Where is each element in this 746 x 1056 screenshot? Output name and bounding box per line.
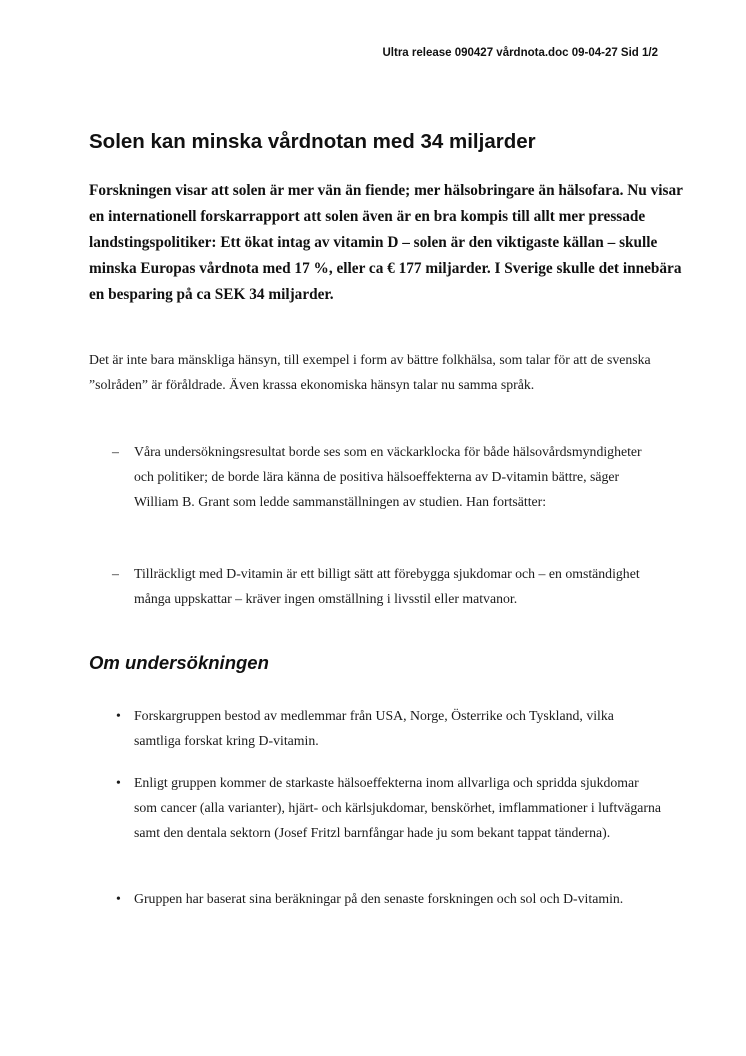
quote-item <box>112 439 664 514</box>
page-title: Solen kan minska vårdnotan med 34 miljarder <box>89 130 536 153</box>
list-item-text: Forskargruppen bestod av medlemmar från USA, Norge, Österrike och Tyskland, vilka samtliga forskat kring D-vitamin. <box>134 708 614 748</box>
list-item-text: Enligt gruppen kommer de starkaste hälsoeffekterna inom allvarliga och spridda sjukdomar som cancer (alla varianter), hjärt- och kärlsjukdomar, benskörhet, imflammationer i luftvägarna samt den dentala sektorn (Josef Fritzl barnfångar hade ju som bekant tappat tänderna). <box>134 775 661 840</box>
section-heading: Om undersökningen <box>89 652 269 673</box>
list-item <box>116 703 664 753</box>
bullet-icon: • <box>116 775 121 790</box>
bullet-icon: • <box>116 891 121 906</box>
list-item-text: Gruppen har baserat sina beräkningar på den senaste forskningen och sol och D-vitamin. <box>134 891 624 906</box>
list-item <box>116 886 664 911</box>
dash-marker: – <box>112 566 119 581</box>
quote-text: Tillräckligt med D-vitamin är ett billigt sätt att förebygga sjukdomar och – en omständighet många uppskattar – kräver ingen omställning i livsstil eller matvanor. <box>134 566 640 606</box>
quote-item <box>112 561 664 611</box>
document-header: Ultra release 090427 vårdnota.doc 09-04-27 Sid 1/2 <box>382 47 658 59</box>
lead-paragraph: Forskningen visar att solen är mer vän än fiende; mer hälsobringare än hälsofara. Nu visar en internationell forskarrapport att solen även är en bra kompis till allt mer pressade landstingspolitiker: Ett ökat intag av vitamin D – solen är den viktigaste källan – skulle minska Europas vårdnota med 17 %, eller ca € 177 miljarder. I Sverige skulle det innebära en besparing på ca SEK 34 miljarder. <box>89 182 683 303</box>
dash-marker: – <box>112 444 119 459</box>
bullet-icon: • <box>116 708 121 723</box>
quote-text: Våra undersökningsresultat borde ses som en väckarklocka för både hälsovårdsmyndigheter och politiker; de borde lära känna de positiva hälsoeffekterna av D-vitamin bättre, säger William B. Grant som ledde sammanställningen av studien. Han fortsätter: <box>134 444 642 509</box>
body-paragraph: Det är inte bara mänskliga hänsyn, till exempel i form av bättre folkhälsa, som talar för att de svenska ”solråden” är föråldrade. Även krassa ekonomiska hänsyn talar nu samma språk. <box>89 352 651 392</box>
list-item <box>116 770 664 845</box>
